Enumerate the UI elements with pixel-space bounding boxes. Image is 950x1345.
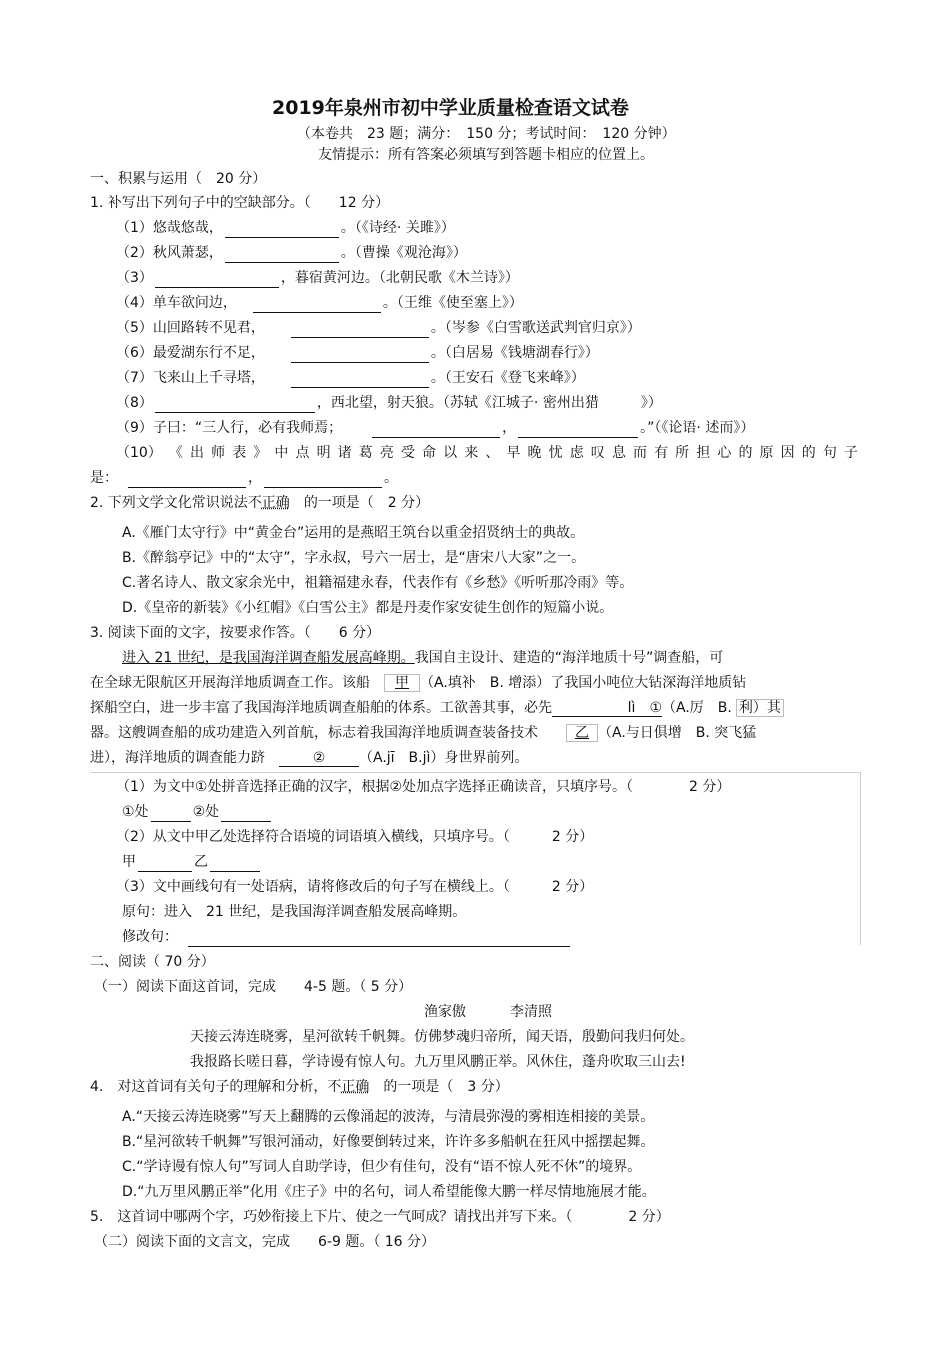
- q4-option-d[interactable]: D.“九万里风鹏正举”化用《庄子》中的名句，词人希望能像大鹏一样尽情地施展才能。: [122, 1184, 656, 1200]
- answer-blank[interactable]: [138, 855, 192, 872]
- poem-line-1: 天接云涛连晓雾，星河欲转千帆舞。仿佛梦魂归帝所，闻天语，殷勤问我归何处。: [190, 1029, 694, 1045]
- blank-yi[interactable]: 乙: [566, 724, 598, 742]
- blank-jia[interactable]: 甲: [384, 674, 420, 692]
- q1-item-6: （6）最爱湖东行不足， 。（白居易《钱塘湖春行》）: [116, 345, 599, 361]
- q3-passage-line-2: 在全球无限航区开展海洋地质调查工作。该船 甲 （A.填补 B. 增添）了我国小吨位大钻深海洋地质钻: [90, 675, 747, 691]
- q3-passage-line-5: 进），海洋地质的调查能力跻 ② （A.jī B.jì）身世界前列。: [90, 750, 529, 766]
- q1-item-10: （10） 《 出 师 表 》 中 点 明 诸 葛 亮 受 命 以 来 、 早 晚 忧 虑 叹 息 而 有 所 担 心 的 原 因 的 句 子: [116, 445, 858, 461]
- answer-blank[interactable]: [291, 321, 429, 338]
- answer-blank[interactable]: [264, 471, 382, 488]
- answer-blank[interactable]: [155, 396, 315, 413]
- question-1-stem: 1. 补写出下列句子中的空缺部分。（ 12 分）: [90, 195, 390, 211]
- answer-blank[interactable]: [155, 271, 279, 288]
- answer-blank[interactable]: [291, 346, 429, 363]
- question-3-stem: 3. 阅读下面的文字，按要求作答。（ 6 分）: [90, 625, 381, 641]
- answer-blank[interactable]: [225, 221, 339, 238]
- q3-passage-line-3: 探船空白，进一步丰富了我国海洋地质调查船舶的体系。工欲善其事，必先 lì ① （A.厉 B. 利）其: [90, 698, 784, 718]
- q1-item-3: （3） ，暮宿黄河边。（北朝民歌《木兰诗》）: [116, 270, 519, 286]
- q2-option-b[interactable]: B.《醉翁亭记》中的“太守”，字永叔，号六一居士，是“唐宋八大家”之一。: [122, 550, 586, 566]
- answer-blank[interactable]: [188, 930, 570, 947]
- q1-item-4: （4）单车欲问边， 。（王维《使至塞上》）: [116, 295, 523, 311]
- poem-author: 李清照: [510, 1004, 552, 1020]
- friendly-tip: 友情提示：所有答案必须填写到答题卡相应的位置上。: [318, 147, 654, 163]
- answer-blank[interactable]: [225, 246, 339, 263]
- answer-blank[interactable]: [210, 855, 260, 872]
- question-2-stem: 2. 下列文学文化常识说法不正确 的一项是（ 2 分）: [90, 495, 430, 511]
- question-4-stem: 4. 对这首词有关句子的理解和分析，不正确 的一项是（ 3 分）: [90, 1079, 509, 1095]
- q3-original-sentence: 原句：进入 21 世纪，是我国海洋调查船发展高峰期。: [122, 904, 467, 920]
- q1-item-5: （5）山回路转不见君， 。（岑参《白雪歌送武判官归京》）: [116, 320, 641, 336]
- q1-item-7: （7）飞来山上千寻塔， 。（王安石《登飞来峰》）: [116, 370, 585, 386]
- q1-item-8: （8） ，西北望，射天狼。（苏轼《江城子· 密州出猎 》）: [116, 395, 662, 411]
- section-heading-part2: 二、阅读（ 70 分）: [90, 954, 215, 970]
- section-heading-part1: 一、积累与运用（ 20 分）: [90, 171, 267, 187]
- answer-blank[interactable]: [151, 805, 191, 822]
- q3-passage-line-4: 器。这艘调查船的成功建造入列首航，标志着我国海洋地质调查装备技术 乙 （A.与日俱增 B. 突飞猛: [90, 725, 757, 741]
- q3-sub-1: （1）为文中①处拼音选择正确的汉字，根据②处加点字选择正确读音，只填序号。（ 2 分）: [116, 779, 731, 795]
- poem-title: 渔家傲: [424, 1004, 466, 1020]
- q4-option-b[interactable]: B.“星河欲转千帆舞”写银河涌动，好像要倒转过来，许许多多船帆在狂风中摇摆起舞。: [122, 1134, 655, 1150]
- q3-sub-2: （2）从文中甲乙处选择符合语境的词语填入横线，只填序号。（ 2 分）: [116, 829, 594, 845]
- q1-item-10-answer-line: 是： ， 。: [90, 470, 398, 486]
- q3-revised-sentence: 修改句：: [122, 927, 572, 947]
- answer-blank[interactable]: [291, 371, 429, 388]
- reading-section-2-stem: （二）阅读下面的文言文，完成 6-9 题。（ 16 分）: [94, 1234, 436, 1250]
- q3-sub-2-answer: 甲 乙: [122, 852, 262, 872]
- q1-item-9: （9）子曰：“三人行，必有我师焉； ， 。”（《论语· 述而》）: [116, 420, 755, 436]
- q3-passage-line-1: 进入 21 世纪，是我国海洋调查船发展高峰期。我国自主设计、建造的“海洋地质十号”调查船，可: [122, 650, 724, 666]
- answer-blank[interactable]: [518, 421, 638, 438]
- reading-blank[interactable]: ②: [279, 750, 359, 767]
- q2-option-a[interactable]: A.《雁门太守行》中“黄金台”运用的是燕昭王筑台以重金招贤纳士的典故。: [122, 525, 585, 541]
- answer-blank[interactable]: [221, 805, 271, 822]
- q1-item-1: （1）悠哉悠哉， 。（《诗经· 关雎》）: [116, 220, 455, 236]
- q3-sub-1-answer: ①处 ②处: [122, 802, 273, 822]
- q3-sub-3: （3）文中画线句有一处语病，请将修改后的句子写在横线上。（ 2 分）: [116, 879, 594, 895]
- q2-option-d[interactable]: D.《皇帝的新装》《小红帽》《白雪公主》都是丹麦作家安徒生创作的短篇小说。: [122, 600, 614, 616]
- q1-item-2: （2）秋风萧瑟， 。（曹操《观沧海》）: [116, 245, 467, 261]
- underlined-sentence: 进入 21 世纪，是我国海洋调查船发展高峰期。: [122, 650, 415, 666]
- q2-option-c[interactable]: C.著名诗人、散文家余光中，祖籍福建永春，代表作有《乡愁》《听听那冷雨》等。: [122, 575, 634, 591]
- question-5-stem: 5. 这首词中哪两个字，巧妙衔接上下片、使之一气呵成？请找出并写下来。（ 2 分）: [90, 1209, 670, 1225]
- reading-section-1-stem: （一）阅读下面这首词，完成 4-5 题。（ 5 分）: [94, 979, 413, 995]
- answer-blank[interactable]: [372, 421, 500, 438]
- page-title: 2019年泉州市初中学业质量检查语文试卷: [272, 97, 629, 119]
- poem-line-2: 我报路长嗟日暮，学诗谩有惊人句。九万里风鹏正举。风休住，蓬舟吹取三山去!: [190, 1054, 686, 1070]
- exam-info: （本卷共 23 题；满分： 150 分；考试时间： 120 分钟）: [297, 126, 676, 142]
- answer-blank[interactable]: [128, 471, 246, 488]
- q4-option-c[interactable]: C.“学诗谩有惊人句”写词人自助学诗，但少有佳句，没有“语不惊人死不休”的境界。: [122, 1159, 642, 1175]
- q4-option-a[interactable]: A.“天接云涛连晓雾”写天上翻腾的云像涌起的波涛，与清晨弥漫的雾相连相接的美景。: [122, 1109, 655, 1125]
- answer-blank[interactable]: [253, 296, 381, 313]
- pinyin-blank[interactable]: lì ①: [552, 700, 662, 717]
